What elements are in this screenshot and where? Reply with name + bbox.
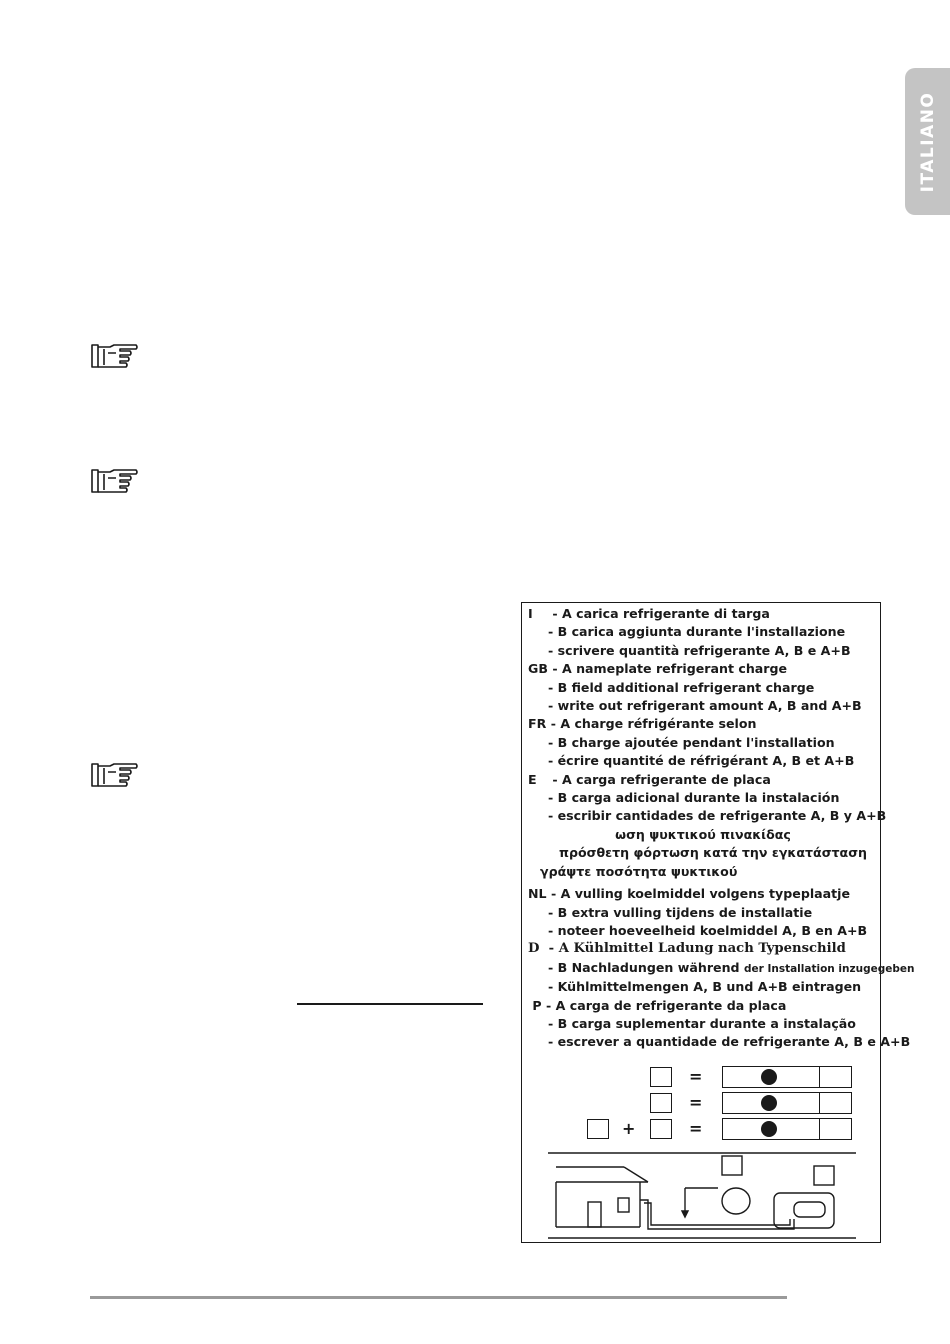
value-total-box: [722, 1118, 852, 1140]
equals-sign: =: [689, 1119, 703, 1138]
value-b-box: [722, 1092, 852, 1114]
plus-sign: +: [622, 1119, 636, 1138]
language-tab[interactable]: [905, 68, 950, 215]
amount-b-box: [650, 1093, 672, 1113]
equals-sign: =: [689, 1067, 703, 1086]
pointing-hand-icon: [90, 343, 138, 369]
installation-diagram: [548, 1141, 858, 1241]
amount-a-sum-box: [587, 1119, 609, 1139]
label-text: I - A carica refrigerante di targa - B carica aggiunta durante l'installazione - scrivere quantità refrigerante A, B e A+B GB - A nameplate refrigerant charge - B field additional refrigerant charge - write out refrigerant amount A, B and A+B FR - A charge réfrigérante selon - B charge ajoutée pendant l'installation - écrire quantité de réfrigérant A, B et A+B E - A carga refrigerante de placa - B carga adicional durante la instalación - escribir cantidades de refrigerante A, B y A+B ωση ψυκτικού πινακίδας πρόσθετη φόρτωση κατά την εγκατάσταση γράψτε ποσότητα ψυκτικού NL - A vulling koelmiddel volgens typeplaatje - B extra vulling tijdens de installatie - noteer hoeveelheid koelmiddel A, B en A+B D - A Kühlmittel Ladung nach Typenschild - B Nachladungen während der Installation inzugegeben - Kühlmittelmengen A, B und A+B eintragen P - A carga de refrigerante da placa - B carga suplementar durante a instalação - escrever a quantidade de refrigerante A, B e A+B: [528, 606, 915, 1050]
divider-rule: [297, 1003, 483, 1005]
equals-sign: =: [689, 1093, 703, 1112]
language-tab-label: ITALIANO: [917, 91, 938, 192]
amount-b-sum-box: [650, 1119, 672, 1139]
amount-a-box: [650, 1067, 672, 1087]
footer-rule: [90, 1296, 787, 1299]
value-a-box: [722, 1066, 852, 1088]
pointing-hand-icon: [90, 468, 138, 494]
refrigerant-charge-label: [521, 602, 915, 1243]
pointing-hand-icon: [90, 762, 138, 788]
